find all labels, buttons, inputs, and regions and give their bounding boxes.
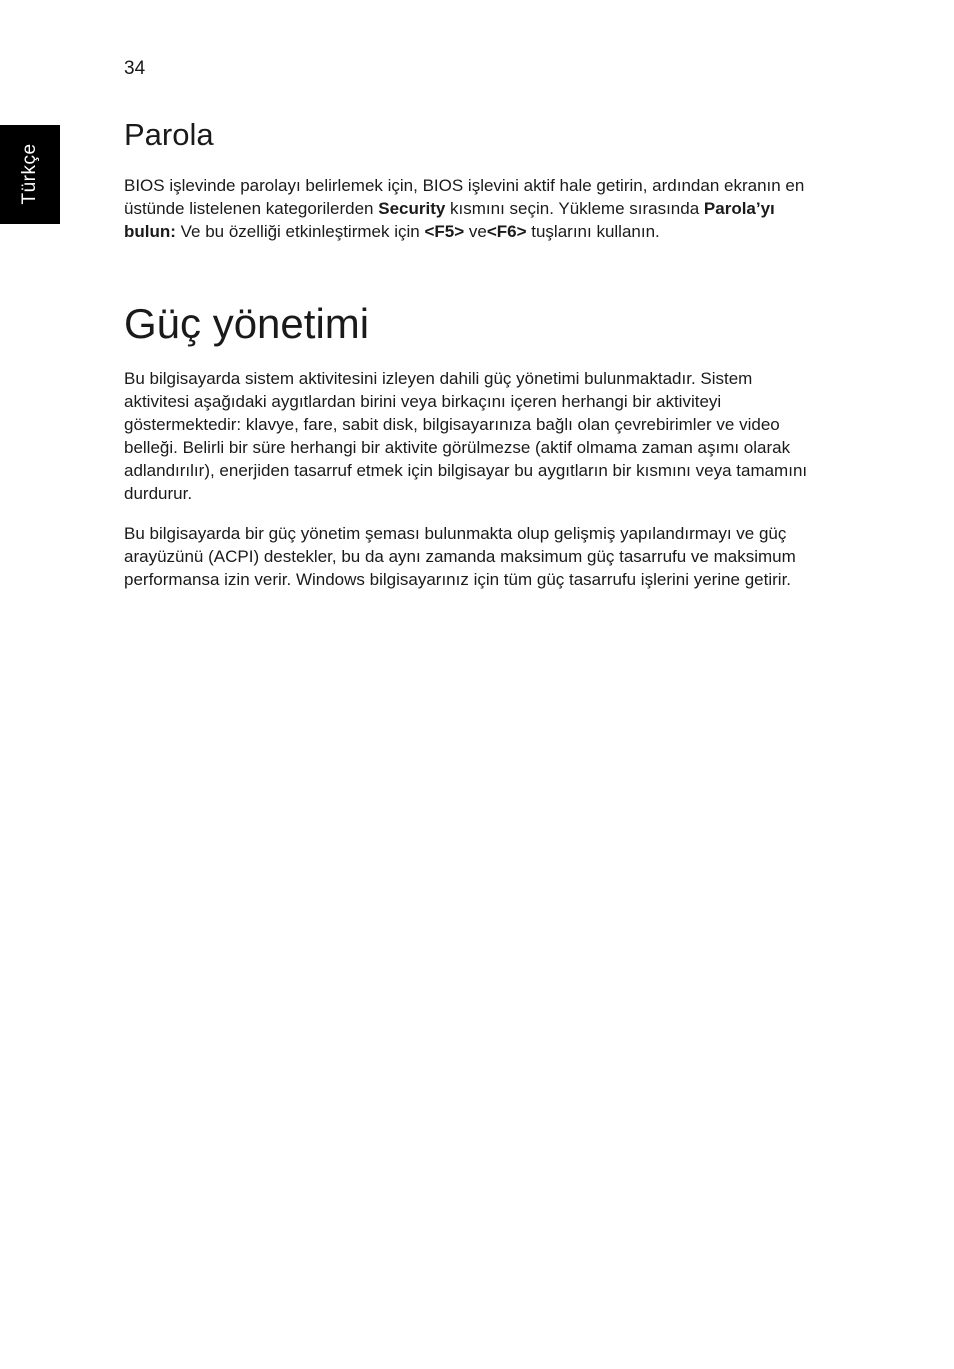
language-side-tab: [0, 125, 60, 224]
f5-key: <F5>: [424, 222, 465, 241]
parola-paragraph: [124, 174, 814, 243]
parola-text-5: tuşlarını kullanın.: [526, 222, 660, 241]
language-tab-label: Türkçe: [19, 143, 40, 205]
parola-text-3: Ve bu özelliği etkinleştirmek için: [175, 222, 425, 241]
security-keyword: Security: [378, 199, 446, 218]
parola-bulun-keyword: Parola’yı bulun:: [124, 199, 775, 241]
parola-text-2: kısmını seçin. Yükleme sırasında: [445, 199, 704, 218]
section-title-power-management: Güç yönetimi: [124, 300, 370, 347]
power-paragraph-1: Bu bilgisayarda sistem aktivitesini izleyen dahili güç yönetimi bulunmaktadır. Sistem aktivitesi aşağıdaki aygıtlardan birini veya birkaçını içeren herhangi bir aktiviteyi göstermektedir: klavye, fare, sabit disk, bilgisayarınıza bağlı olan çevrebirimler ve video belleği. Belirli bir süre herhangi bir aktivite görülmezse (aktif olmama zaman aşımı olarak adlandırılır), enerjiden tasarruf etmek için bilgisayar bu aygıtların bir kısmını veya tamamını durdurur.: [124, 369, 808, 503]
parola-text-1: BIOS işlevinde parolayı belirlemek için, BIOS işlevini aktif hale getirin, ardından ekranın en üstünde listelenen kategorilerden: [124, 176, 805, 218]
parola-text-4: ve: [464, 222, 487, 241]
page-number: 34: [124, 58, 146, 79]
power-paragraph-2: Bu bilgisayarda bir güç yönetim şeması bulunmakta olup gelişmiş yapılandırmayı ve güç arayüzünü (ACPI) destekler, bu da aynı zamanda maksimum güç tasarrufu ve maksimum performansa izin verir. Windows bilgisayarınız için tüm güç tasarrufu işlerini yerine getirir.: [124, 524, 796, 589]
section-title-parola: Parola: [124, 117, 214, 152]
f6-key: <F6>: [486, 222, 527, 241]
